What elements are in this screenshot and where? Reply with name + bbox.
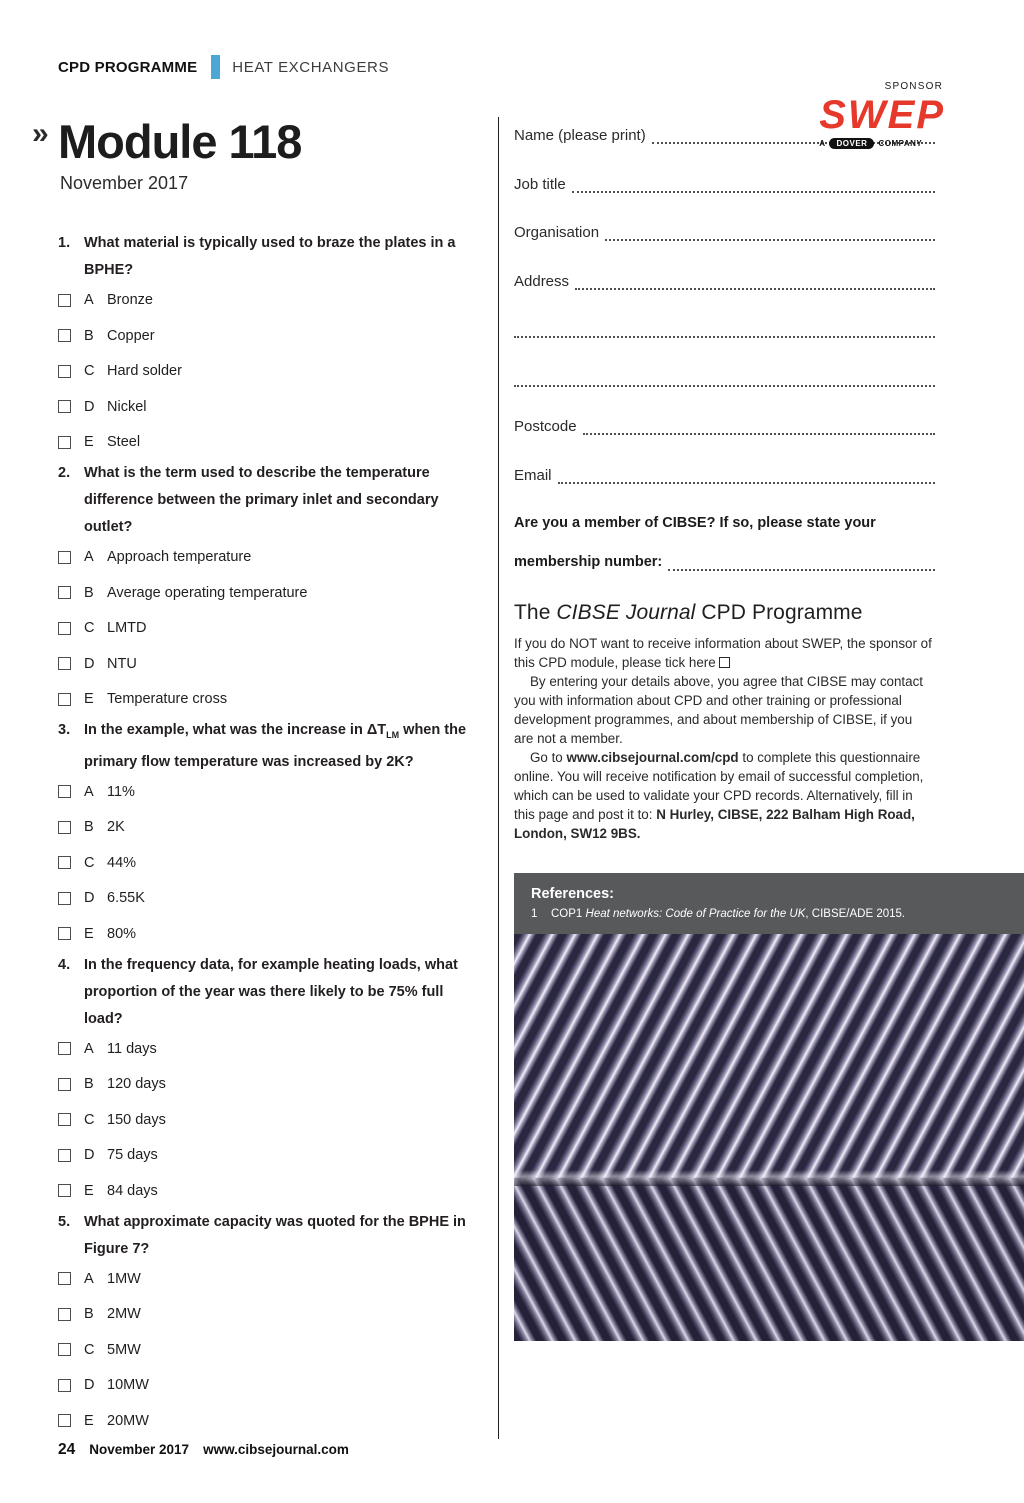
reference-item-1 xyxy=(531,908,1024,920)
dover-badge: DOVER xyxy=(829,138,874,149)
option-letter: A xyxy=(84,1040,94,1057)
cpd-programme-kicker: CPD PROGRAMME xyxy=(58,58,198,76)
reference-text xyxy=(551,908,905,920)
text-fragment: In the frequency data, for example heating loads, what proportion of the year was there likely to be 75% full load? xyxy=(84,956,458,1027)
option-label: Approach temperature xyxy=(107,549,252,565)
option-letter: C xyxy=(84,1341,95,1358)
option-letter: A xyxy=(84,549,94,565)
option-q5-e xyxy=(58,1413,482,1429)
question-4-options xyxy=(58,1041,482,1199)
form-line-postcode[interactable] xyxy=(583,433,935,435)
form-row-organisation xyxy=(514,224,935,243)
option-letter: A xyxy=(84,1270,94,1287)
option-label: 11 days xyxy=(107,1040,157,1057)
page-footer xyxy=(58,1441,349,1459)
question-3 xyxy=(58,717,482,942)
question-4-head xyxy=(58,952,482,1033)
option-q4-c xyxy=(58,1112,482,1128)
question-1-head xyxy=(58,230,482,284)
form-label-address: Address xyxy=(514,272,570,290)
option-label: LMTD xyxy=(107,620,147,636)
reference-number: 1 xyxy=(531,908,538,920)
option-label: 44% xyxy=(107,854,137,871)
option-label: 10MW xyxy=(107,1377,149,1394)
question-4-text xyxy=(84,952,482,1033)
option-letter: D xyxy=(84,1377,95,1394)
question-4-number: 4. xyxy=(58,956,71,973)
form-label-job-title: Job title xyxy=(514,175,566,193)
option-label: Bronze xyxy=(107,292,153,308)
question-4 xyxy=(58,952,482,1199)
question-3-text xyxy=(84,717,482,776)
option-letter: B xyxy=(84,584,94,601)
question-3-head xyxy=(58,717,482,776)
option-label: 2K xyxy=(107,819,125,836)
form-row-email xyxy=(514,467,935,486)
question-1 xyxy=(58,230,482,450)
question-2-text xyxy=(84,460,482,541)
question-2-number: 2. xyxy=(58,465,71,481)
references-heading: References: xyxy=(531,886,615,902)
option-q3-c xyxy=(58,855,482,871)
option-label: Steel xyxy=(107,434,141,450)
answer-checkbox-q5-e[interactable] xyxy=(58,1414,71,1427)
text-fragment: In the example, what was the increase in ΔT xyxy=(84,722,387,738)
text-fragment: LM xyxy=(386,729,400,740)
answer-checkbox-q5-a[interactable] xyxy=(58,1272,71,1285)
text-fragment: What approximate capacity was quoted for the BPHE in Figure 7? xyxy=(84,1213,466,1257)
text-fragment: COP1 xyxy=(551,908,586,920)
option-q2-a xyxy=(58,549,482,565)
question-3-number: 3. xyxy=(58,722,71,738)
heat-exchanger-plate-image xyxy=(514,934,1024,1341)
option-q4-d xyxy=(58,1147,482,1163)
page-header xyxy=(58,55,1024,79)
answer-checkbox-q1-e[interactable] xyxy=(58,436,71,449)
form-row-continuation-4 xyxy=(514,321,935,340)
form-line-organisation[interactable] xyxy=(605,239,935,241)
option-q5-a xyxy=(58,1271,482,1287)
option-label: 80% xyxy=(107,925,137,942)
answer-checkbox-q3-e[interactable] xyxy=(58,927,71,940)
question-2-head xyxy=(58,460,482,541)
question-1-number: 1. xyxy=(58,235,71,251)
text-fragment: What material is typically used to braze the plates in a BPHE? xyxy=(84,235,456,278)
option-label: 120 days xyxy=(107,1076,166,1093)
option-letter: B xyxy=(84,327,94,344)
option-q1-b xyxy=(58,328,482,344)
answer-checkbox-q2-a[interactable] xyxy=(58,551,71,564)
text-fragment: The xyxy=(514,601,557,624)
option-letter: B xyxy=(84,1076,94,1093)
option-q4-e xyxy=(58,1183,482,1199)
form-line-address[interactable] xyxy=(575,288,935,290)
cpd-programme-heading xyxy=(514,601,935,625)
option-letter: C xyxy=(84,854,95,871)
plate-chevron-junction xyxy=(514,1170,1024,1186)
option-label: 2MW xyxy=(107,1306,141,1323)
text-fragment: CPD Programme xyxy=(695,601,863,624)
option-q4-b xyxy=(58,1076,482,1092)
form-line-email[interactable] xyxy=(558,482,935,484)
option-letter: C xyxy=(84,363,95,379)
option-label: Average operating temperature xyxy=(107,584,308,601)
option-letter: C xyxy=(84,1111,95,1128)
page-number: 24 xyxy=(58,1441,76,1458)
membership-number-label: membership number: xyxy=(514,554,663,570)
form-row-job-title xyxy=(514,176,935,195)
form-label-email: Email xyxy=(514,466,552,484)
dover-company-tagline xyxy=(819,138,945,149)
option-letter: D xyxy=(84,890,95,907)
references-list xyxy=(531,908,1024,920)
question-1-text xyxy=(84,230,482,284)
option-q2-c xyxy=(58,620,482,636)
answer-checkbox-q5-c[interactable] xyxy=(58,1343,71,1356)
option-letter: A xyxy=(84,292,94,308)
answer-checkbox-q2-c[interactable] xyxy=(58,622,71,635)
text-fragment: www.cibsejournal.com/cpd xyxy=(566,750,739,765)
answer-checkbox-q5-b[interactable] xyxy=(58,1308,71,1321)
question-5-number: 5. xyxy=(58,1213,71,1230)
option-letter: D xyxy=(84,1147,95,1164)
sponsor-label: SPONSOR xyxy=(884,81,943,92)
option-q3-a xyxy=(58,784,482,800)
option-q5-c xyxy=(58,1342,482,1358)
topic-label: HEAT EXCHANGERS xyxy=(232,58,390,76)
answer-checkbox-q4-a[interactable] xyxy=(58,1042,71,1055)
option-label: 11% xyxy=(107,783,135,800)
form-label-organisation: Organisation xyxy=(514,224,600,241)
option-label: 150 days xyxy=(107,1111,166,1128)
header-divider-bar xyxy=(211,55,220,79)
option-q5-d xyxy=(58,1377,482,1393)
cpd-programme-text xyxy=(514,634,935,843)
question-5-head xyxy=(58,1209,482,1263)
option-label: Copper xyxy=(107,327,155,344)
question-5-text xyxy=(84,1209,482,1263)
answer-checkbox-q1-d[interactable] xyxy=(58,400,71,413)
form-column xyxy=(498,117,1024,1439)
option-q1-c xyxy=(58,363,482,379)
plate-pattern-upper xyxy=(514,934,1024,1178)
option-q5-b xyxy=(58,1306,482,1322)
option-q3-e xyxy=(58,926,482,942)
answer-checkbox-q1-a[interactable] xyxy=(58,294,71,307)
text-fragment: If you do NOT want to receive information about SWEP, the sponsor of this CPD module, please tick here xyxy=(514,636,932,670)
option-label: 84 days xyxy=(107,1182,158,1199)
answer-checkbox-q2-e[interactable] xyxy=(58,693,71,706)
option-q1-e xyxy=(58,434,482,450)
form-line-continuation-4[interactable] xyxy=(514,336,935,338)
module-header xyxy=(32,115,482,168)
option-letter: E xyxy=(84,434,94,450)
answer-checkbox-q3-d[interactable] xyxy=(58,892,71,905)
option-letter: E xyxy=(84,691,94,707)
question-list xyxy=(58,230,482,1429)
option-q3-b xyxy=(58,819,482,835)
option-label: 6.55K xyxy=(107,890,145,907)
option-label: Nickel xyxy=(107,398,147,415)
entry-form xyxy=(514,127,1024,486)
form-line-continuation-5[interactable] xyxy=(514,385,935,387)
text-fragment: to complete this questionnaire online. You will receive notification by email of successful completion, which can be used to validate your CPD records. Alternatively, fill in this page and post it to: xyxy=(514,750,924,822)
questions-column xyxy=(32,115,498,1439)
sponsor-block xyxy=(819,81,945,149)
option-letter: B xyxy=(84,819,94,836)
membership-number-row xyxy=(514,554,935,573)
answer-checkbox-q4-e[interactable] xyxy=(58,1184,71,1197)
text-fragment: N Hurley, CIBSE, 222 Balham High Road, London, SW12 9BS. xyxy=(514,807,915,841)
membership-prompt: Are you a member of CIBSE? If so, please state your xyxy=(514,515,876,531)
form-line-job-title[interactable] xyxy=(572,191,935,193)
optout-checkbox[interactable] xyxy=(719,657,730,668)
text-fragment: Go to xyxy=(530,750,567,765)
option-q2-d xyxy=(58,656,482,672)
text-fragment: Heat networks: Code of Practice for the UK xyxy=(585,908,806,920)
swep-logo: SWEP xyxy=(819,93,945,137)
option-label: Temperature cross xyxy=(107,691,228,707)
text-fragment: By entering your details above, you agree that CIBSE may contact you with information about CPD and other training or professional development programmes, and about membership of CIBSE, if you are not a member. xyxy=(514,674,924,746)
option-label: NTU xyxy=(107,655,137,672)
answer-checkbox-q4-d[interactable] xyxy=(58,1149,71,1162)
dover-tagline-prefix: A xyxy=(819,139,826,148)
cpd-paragraph-3 xyxy=(514,748,935,843)
question-2-options xyxy=(58,549,482,707)
text-fragment: when the primary flow temperature was increased by 2K? xyxy=(84,722,467,770)
dover-tagline-suffix: COMPANY xyxy=(878,139,923,148)
answer-checkbox-q3-b[interactable] xyxy=(58,821,71,834)
option-q2-e xyxy=(58,691,482,707)
option-letter: E xyxy=(84,1412,94,1429)
question-3-options xyxy=(58,784,482,942)
option-letter: D xyxy=(84,398,95,415)
text-fragment: What is the term used to describe the temperature difference between the primary inlet and secondary outlet? xyxy=(84,465,439,535)
form-row-continuation-5 xyxy=(514,370,935,389)
option-letter: E xyxy=(84,925,94,942)
answer-checkbox-q5-d[interactable] xyxy=(58,1379,71,1392)
form-row-address xyxy=(514,273,935,292)
answer-checkbox-q1-b[interactable] xyxy=(58,329,71,342)
cpd-programme-section xyxy=(514,601,1024,843)
answer-checkbox-q4-b[interactable] xyxy=(58,1078,71,1091)
cpd-questionnaire-page xyxy=(0,55,1024,1503)
option-letter: A xyxy=(84,783,94,800)
option-label: 1MW xyxy=(107,1270,141,1287)
option-letter: D xyxy=(84,655,95,672)
question-5-options xyxy=(58,1271,482,1429)
plate-pattern-lower xyxy=(514,1178,1024,1341)
answer-checkbox-q3-a[interactable] xyxy=(58,785,71,798)
option-q3-d xyxy=(58,890,482,906)
text-fragment: CIBSE Journal xyxy=(556,601,696,624)
cpd-paragraph-1 xyxy=(514,634,935,672)
question-5 xyxy=(58,1209,482,1429)
module-title: Module 118 xyxy=(58,115,302,168)
module-date: November 2017 xyxy=(60,173,189,193)
text-fragment: , CIBSE/ADE 2015. xyxy=(805,908,906,920)
option-q4-a xyxy=(58,1041,482,1057)
option-q1-a xyxy=(58,292,482,308)
answer-checkbox-q3-c[interactable] xyxy=(58,856,71,869)
form-row-postcode xyxy=(514,418,935,437)
option-label: Hard solder xyxy=(107,363,182,379)
option-letter: E xyxy=(84,1182,94,1199)
footer-date: November 2017 xyxy=(89,1442,190,1457)
form-label-postcode: Postcode xyxy=(514,418,577,435)
option-q2-b xyxy=(58,585,482,601)
answer-checkbox-q4-c[interactable] xyxy=(58,1113,71,1126)
cpd-paragraph-2 xyxy=(514,672,935,748)
form-label-name-please-print: Name (please print) xyxy=(514,127,646,144)
content-columns xyxy=(32,115,1024,1439)
membership-block xyxy=(514,515,1024,573)
option-label: 75 days xyxy=(107,1147,158,1164)
chevron-icon: » xyxy=(32,117,49,150)
form-line-membership-number[interactable] xyxy=(668,569,935,571)
option-letter: C xyxy=(84,620,95,636)
option-label: 20MW xyxy=(107,1412,149,1429)
answer-checkbox-q2-b[interactable] xyxy=(58,586,71,599)
answer-checkbox-q2-d[interactable] xyxy=(58,657,71,670)
option-letter: B xyxy=(84,1306,94,1323)
answer-checkbox-q1-c[interactable] xyxy=(58,365,71,378)
option-label: 5MW xyxy=(107,1341,141,1358)
option-q1-d xyxy=(58,399,482,415)
footer-website: www.cibsejournal.com xyxy=(203,1442,349,1457)
question-2 xyxy=(58,460,482,707)
references-box xyxy=(514,873,1024,934)
question-1-options xyxy=(58,292,482,450)
